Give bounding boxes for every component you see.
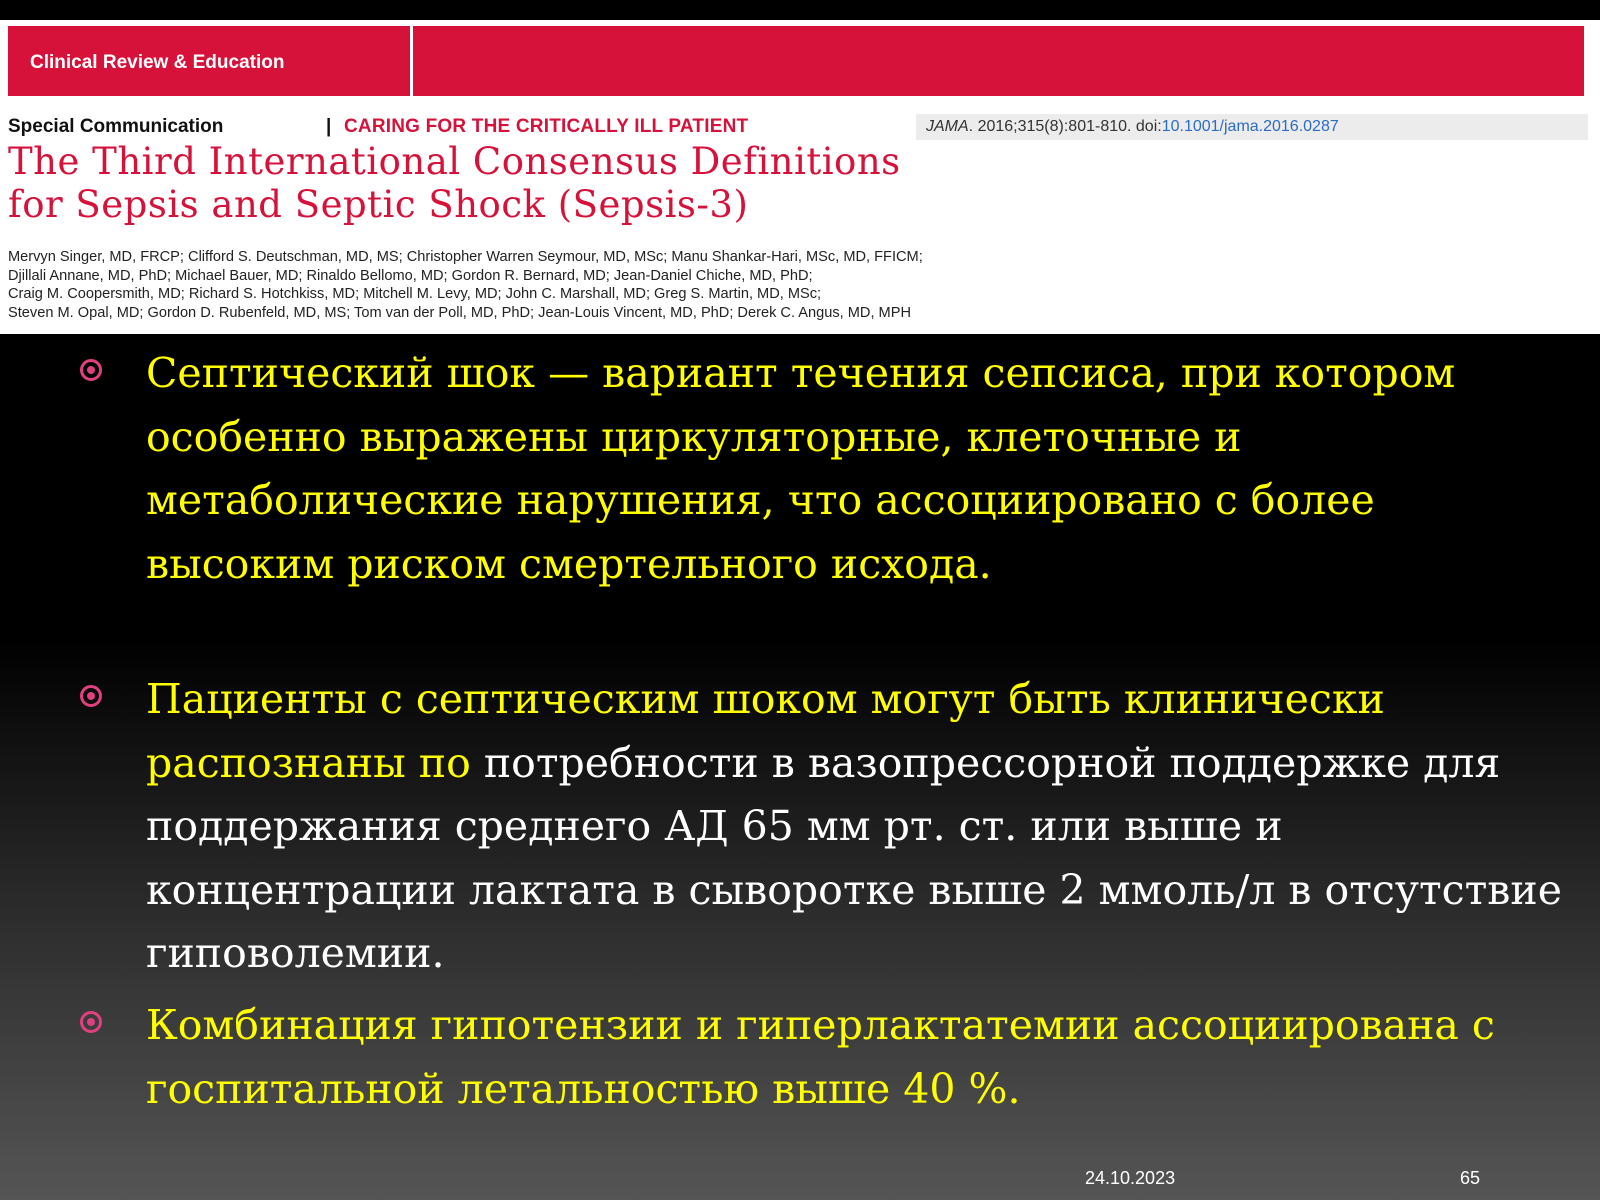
bullet-text-yellow: Комбинация гипотензии и гиперлактатемии ассоциирована с госпитальной летальностью выше 40 %. (146, 1001, 1495, 1113)
bullet-text (146, 342, 1566, 596)
bullet-marker-icon (80, 685, 102, 707)
meta-separator: | (326, 116, 332, 137)
slide-date: 24.10.2023 (1085, 1168, 1176, 1188)
title-line: for Sepsis and Septic Shock (Sepsis-3) (8, 183, 749, 226)
article-series: CARING FOR THE CRITICALLY ILL PATIENT (344, 116, 749, 137)
bullet-text-yellow: Пациенты с септическим шоком могут быть клинически распознаны по (146, 675, 1385, 787)
top-black-strip (0, 0, 1600, 20)
author-line: Craig M. Coopersmith, MD; Richard S. Hotchkiss, MD; Mitchell M. Levy, MD; John C. Marshall, MD; Greg S. Martin, MD, MSc; (8, 286, 822, 302)
banner-divider (410, 26, 413, 96)
slide-page-number: 65 (1460, 1168, 1481, 1188)
bullet-text-white: потребности в вазопрессорной поддержке для поддержания среднего АД 65 мм рт. ст. или выше и концентрации лактата в сыворотке выше 2 ммоль/л в отсутствие гиповолемии. (146, 738, 1562, 977)
bullet-text-yellow: Септический шок — вариант течения сепсиса, при котором особенно выражены циркуляторные, клеточные и метаболические нарушения, что ассоциировано с более высоким риском смертельного исхода. (146, 349, 1456, 588)
section-label: Clinical Review & Education (30, 52, 285, 73)
article-header-image (0, 20, 1600, 334)
citation-journal: JAMA (926, 118, 969, 135)
citation-details: . 2016;315(8):801-810. doi: (968, 118, 1162, 135)
bullet-list (0, 342, 1600, 1200)
author-list (8, 248, 1568, 322)
article-title (8, 140, 1408, 226)
citation-doi-link[interactable]: 10.1001/jama.2016.0287 (1161, 118, 1339, 135)
bullet-text (146, 668, 1566, 986)
article-meta-row (8, 114, 1588, 142)
title-line: The Third International Consensus Definitions (8, 140, 901, 183)
citation-box (916, 114, 1588, 140)
bullet-marker-icon (80, 1011, 102, 1033)
author-line: Mervyn Singer, MD, FRCP; Clifford S. Deutschman, MD, MS; Christopher Warren Seymour, MD, MSc; Manu Shankar-Hari, MSc, MD, FFICM; (8, 249, 923, 265)
section-banner (8, 26, 1584, 96)
author-line: Djillali Annane, MD, PhD; Michael Bauer, MD; Rinaldo Bellomo, MD; Gordon R. Bernard, MD; Jean-Daniel Chiche, MD, PhD; (8, 267, 813, 284)
bullet-marker-icon (80, 359, 102, 381)
author-line: Steven M. Opal, MD; Gordon D. Rubenfeld, MD, MS; Tom van der Poll, MD, PhD; Jean-Louis Vincent, MD, PhD; Derek C. Angus, MD, MPH (8, 304, 911, 321)
bullet-text (146, 994, 1566, 1121)
article-type: Special Communication (8, 116, 224, 137)
